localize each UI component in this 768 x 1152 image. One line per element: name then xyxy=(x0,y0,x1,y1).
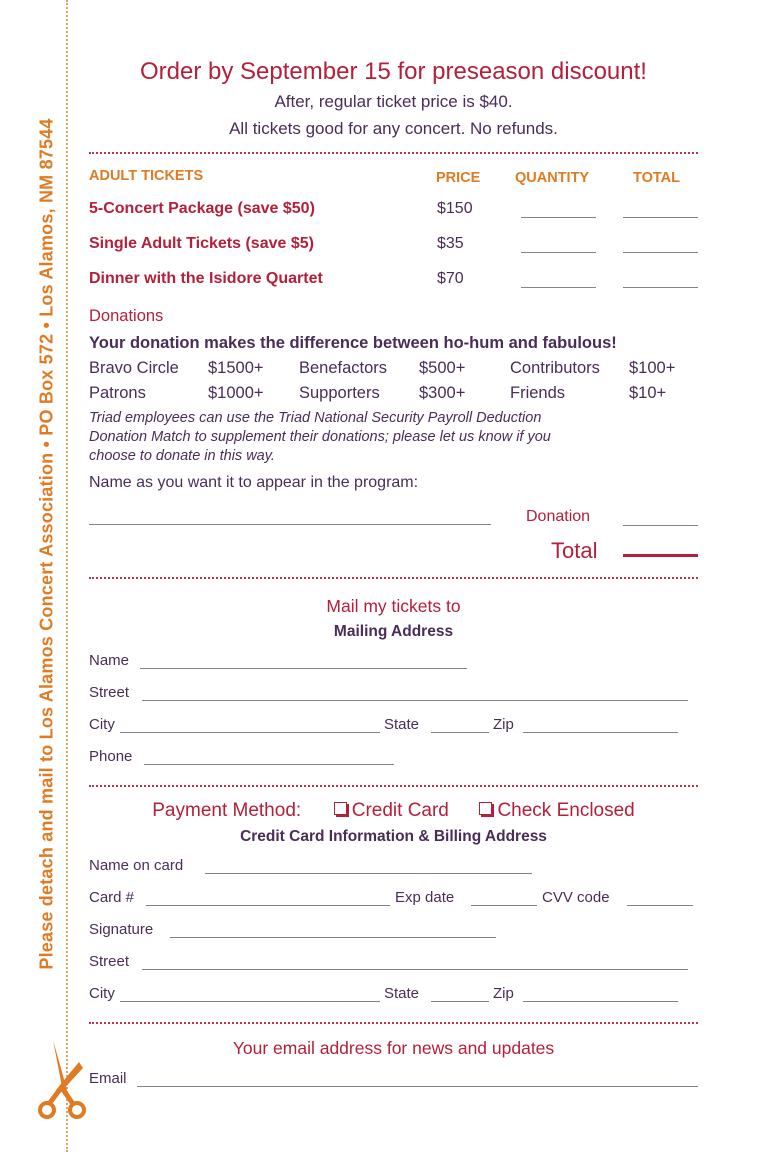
note-line: Donation Match to supplement their donations; please let us know if you xyxy=(89,429,551,445)
mailing-instructions: Please detach and mail to Los Alamos Concert Association • PO Box 572 • Los Alamos, NM 87544 xyxy=(36,118,57,970)
checkbox-icon[interactable] xyxy=(334,802,347,815)
cvv-label: CVV code xyxy=(542,889,610,906)
level-amount: $10+ xyxy=(629,384,667,402)
email-heading: Your email address for news and updates xyxy=(232,1038,555,1058)
billing-city-input[interactable] xyxy=(120,987,380,1002)
page-title: Order by September 15 for preseason discount! xyxy=(140,58,647,85)
billing-state-label: State xyxy=(384,985,420,1002)
level-amount: $300+ xyxy=(419,384,466,402)
email-label: Email xyxy=(89,1070,127,1087)
mailing-heading: Mail my tickets to xyxy=(326,596,461,616)
program-name-input[interactable] xyxy=(89,510,491,525)
mailing-subheading: Mailing Address xyxy=(333,623,454,640)
quantity-input[interactable] xyxy=(521,238,596,253)
check-enclosed-label: Check Enclosed xyxy=(497,800,635,821)
email-input[interactable] xyxy=(137,1072,698,1087)
level-name: Contributors xyxy=(510,359,600,377)
column-quantity: QUANTITY xyxy=(515,170,590,186)
total-input[interactable] xyxy=(623,273,698,288)
level-amount: $100+ xyxy=(629,359,676,377)
donation-label: Donation xyxy=(526,508,591,525)
card-number-input[interactable] xyxy=(146,891,390,906)
signature-label: Signature xyxy=(89,921,154,938)
divider xyxy=(89,152,698,154)
level-name: Friends xyxy=(510,384,566,402)
billing-zip-input[interactable] xyxy=(523,987,678,1002)
level-amount: $1000+ xyxy=(208,384,264,402)
mailing-phone-input[interactable] xyxy=(144,750,394,765)
note-line: choose to donate in this way. xyxy=(89,448,275,464)
billing-city-label: City xyxy=(89,985,115,1002)
billing-state-input[interactable] xyxy=(431,987,489,1002)
name-on-card-input[interactable] xyxy=(205,859,532,874)
billing-subheading: Credit Card Information & Billing Address xyxy=(240,828,547,845)
mailing-zip-input[interactable] xyxy=(523,718,678,733)
program-name-label: Name as you want it to appear in the program: xyxy=(89,474,419,491)
mailing-state-input[interactable] xyxy=(431,718,489,733)
level-name: Bravo Circle xyxy=(89,359,179,377)
level-name: Benefactors xyxy=(299,359,388,377)
divider xyxy=(89,1022,698,1024)
grand-total-input[interactable] xyxy=(623,554,698,557)
total-label: Total xyxy=(551,538,598,563)
signature-input[interactable] xyxy=(170,923,496,938)
mailing-city-input[interactable] xyxy=(120,718,380,733)
refund-note: All tickets good for any concert. No refunds. xyxy=(229,119,558,138)
ticket-name: 5-Concert Package (save $50) xyxy=(89,200,315,217)
ticket-name: Single Adult Tickets (save $5) xyxy=(89,235,314,252)
ticket-price: $70 xyxy=(437,270,464,287)
price-note: After, regular ticket price is $40. xyxy=(274,92,513,111)
mailing-city-label: City xyxy=(89,716,115,733)
donations-heading: Donations xyxy=(89,307,164,325)
total-input[interactable] xyxy=(623,238,698,253)
mailing-name-label: Name xyxy=(89,652,130,669)
divider xyxy=(89,785,698,787)
column-total: TOTAL xyxy=(633,170,680,186)
cvv-input[interactable] xyxy=(627,891,693,906)
cut-line xyxy=(66,0,68,1152)
exp-date-label: Exp date xyxy=(395,889,455,906)
quantity-input[interactable] xyxy=(521,203,596,218)
checkbox-icon[interactable] xyxy=(479,802,492,815)
mailing-street-label: Street xyxy=(89,684,130,701)
mailing-phone-label: Phone xyxy=(89,748,133,765)
column-price: PRICE xyxy=(436,170,481,186)
check-enclosed-option[interactable] xyxy=(479,800,634,821)
mailing-state-label: State xyxy=(384,716,420,733)
name-on-card-label: Name on card xyxy=(89,857,184,874)
adult-tickets-heading: ADULT TICKETS xyxy=(89,168,204,184)
donation-input[interactable] xyxy=(623,511,698,526)
credit-card-option[interactable] xyxy=(334,800,449,821)
credit-card-label: Credit Card xyxy=(351,800,449,821)
mailing-street-input[interactable] xyxy=(142,686,688,701)
payment-method-row xyxy=(89,800,698,822)
ticket-price: $35 xyxy=(437,235,464,252)
billing-street-label: Street xyxy=(89,953,130,970)
exp-date-input[interactable] xyxy=(471,891,537,906)
level-name: Patrons xyxy=(89,384,146,402)
payment-method-label: Payment Method: xyxy=(152,800,302,821)
quantity-input[interactable] xyxy=(521,273,596,288)
total-input[interactable] xyxy=(623,203,698,218)
ticket-price: $150 xyxy=(437,200,473,217)
note-line: Triad employees can use the Triad National Security Payroll Deduction xyxy=(89,410,542,426)
ticket-name: Dinner with the Isidore Quartet xyxy=(89,270,323,287)
mailing-zip-label: Zip xyxy=(493,716,514,733)
billing-street-input[interactable] xyxy=(142,955,688,970)
card-number-label: Card # xyxy=(89,889,135,906)
billing-zip-label: Zip xyxy=(493,985,514,1002)
payroll-deduction-note xyxy=(89,409,551,466)
level-name: Supporters xyxy=(299,384,380,402)
mailing-name-input[interactable] xyxy=(140,654,467,669)
scissors-icon xyxy=(37,1038,89,1122)
level-amount: $500+ xyxy=(419,359,466,377)
donations-tagline: Your donation makes the difference between ho-hum and fabulous! xyxy=(89,334,617,352)
divider xyxy=(89,577,698,579)
level-amount: $1500+ xyxy=(208,359,264,377)
